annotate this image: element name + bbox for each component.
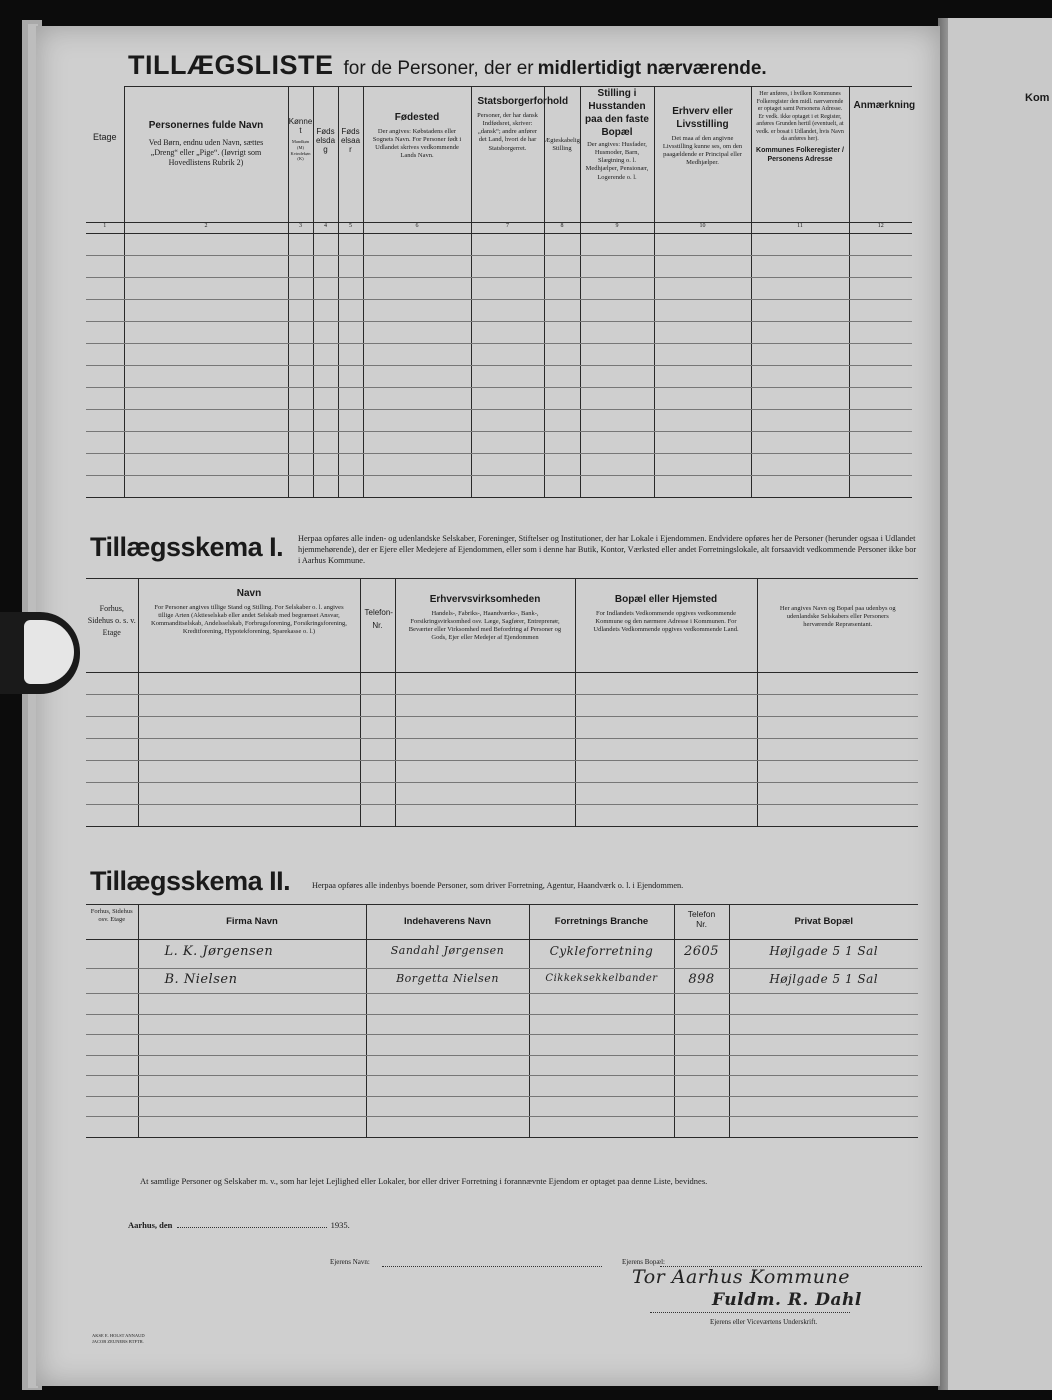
col-header-foedested: Fødested Der angives: Købstadens eller Sognets Navn. For Personer født i Udlandet skrives vedkommende Lands Navn. [363, 87, 471, 223]
col-header-koennet: Kønnet Mandkøn (M) Kvindekøn (K) [288, 87, 313, 223]
list-number-row: 1 2 3 4 5 6 7 8 9 10 11 12 [86, 222, 912, 233]
printer-mark: AKSE E. HOLST ANNAUD JACOB ZEUNERS BTFTR. [92, 1333, 145, 1344]
col-header-folkeregister: Her anføres, i hvilken Kommunes Folkeregister den midl. nærværende er optaget samt Personens Adresse. Er vedk. ikke optaget i et Register, anføres Grunden hertil (eventuelt, at vedk. er bosat i Udlandet, hvis Navn da anføres her). Kommunes Folkeregister / Personens Adresse [751, 87, 849, 223]
right-page [948, 18, 1052, 1390]
schema2-title: Tillægsskema II. [90, 866, 291, 896]
table-row [86, 783, 918, 805]
bopael-value: Højlgade 5 1 Sal [769, 944, 879, 958]
table-row [86, 1035, 918, 1056]
table-row [86, 739, 918, 761]
table-row [86, 940, 918, 969]
table-row [86, 717, 918, 739]
owner-name-label: Ejerens Navn: [330, 1258, 370, 1266]
footer-statement: At samtlige Personer og Selskaber m. v., som har lejet Lejlighed eller Lokaler, bor eller driver Forretning i forannævnte Ejendom er optaget paa denne Liste, bevidnes. [140, 1176, 708, 1186]
table-row [86, 1117, 918, 1138]
indehaver-value: Sandahl Jørgensen [390, 944, 505, 957]
table-row [86, 1055, 918, 1076]
signature: Fuldm. R. Dahl [712, 1290, 862, 1310]
col-header-anmaerkning: Anmærkning [849, 87, 912, 223]
footer-date-line [128, 1220, 350, 1230]
tillaegsliste-table [86, 86, 916, 498]
footer-year: 1935. [330, 1220, 350, 1230]
s1-col-repraesentant: Her angives Navn og Bopæl paa udenbys og udenlandske Selskabers eller Personers herværende Repræsentant. [757, 579, 918, 673]
signature-label: Ejerens eller Viceværtens Underskrift. [710, 1318, 818, 1326]
s1-col-etage: Forhus, Sidehus o. s. v. Etage [86, 579, 138, 673]
s1-col-telefon: Telefon-Nr. [360, 579, 395, 673]
table-row [86, 994, 918, 1015]
schema1-intro: Herpaa opføres alle inden- og udenlandske Selskaber, Foreninger, Stiftelser og Institutioner, der har Lokale i Ejendommen. Endvidere opføres her de Personer (herunder ogsaa i Udlandet hjemmehørende), der er Ejere eller Medejere af Ejendommen, eller som i denne har Butik, Kontor, Værksted eller andet Forretningslokale, alt forsaavidt vedkommende Personer ikke bor i Aarhus Kommune. [298, 534, 917, 566]
col-header-etage: Etage [86, 87, 124, 223]
owner-address-label: Ejerens Bopæl: [622, 1258, 665, 1266]
owner-name-line [382, 1266, 602, 1267]
table-row [86, 365, 912, 387]
header-subtitle-bold: midlertidigt nærværende. [537, 58, 767, 79]
s2-col-indehaver: Indehaverens Navn [366, 905, 529, 940]
schema2-table [86, 904, 918, 1138]
s1-col-bopael: Bopæl eller Hjemsted For Indlandets Vedkommende opgives vedkommende Kommune og den nærmere Adresse i Kommunen. For Udlandets Vedkommende opgives vedkommende Land. [575, 579, 757, 673]
col-header-foedselsaar: Fødselsaar [338, 87, 363, 223]
indehaver-value: Borgetta Nielsen [396, 972, 499, 985]
table-row [86, 233, 912, 255]
s1-col-erhverv: Erhvervsvirksomheden Handels-, Fabriks-, Haandværks-, Bank-, Forsikringsvirksomhed osv. Læge, Sagfører, Entreprenør, Beværter eller Virksomhed med Befordring af Personer og Gods, Ejer eller Medejer af Ejendommen [395, 579, 575, 673]
header-title: TILLÆGSLISTE [128, 50, 334, 80]
col-header-foedselsdag: Fødselsdag [313, 87, 338, 223]
s1-col-navn: Navn For Personer angives tillige Stand og Stilling. For Selskaber o. l. angives tillige Arten (Aktieselskab eller andet Selskab med begrænset Ansvar, Kommanditselskab, Andelsselskab, Forbrugsforening, Forsikringsforening, Kreditforening, Hypotekforening, Sparekasse o. l.) [138, 579, 360, 673]
table-row [86, 453, 912, 475]
table-row [86, 299, 912, 321]
firma-value: L. K. Jørgensen [164, 944, 274, 959]
branche-value: Cikkeksekkelbander [545, 973, 658, 984]
schema1-header-row [86, 579, 918, 673]
table-row [86, 255, 912, 277]
table-row [86, 387, 912, 409]
table-row [86, 761, 918, 783]
header-subtitle-pre: for de Personer, der er [343, 58, 534, 79]
s2-col-etage: Forhus, Sidehus osv. Etage [86, 905, 138, 940]
signature-line [650, 1312, 850, 1313]
bopael-value: Højlgade 5 1 Sal [769, 972, 879, 986]
list-header-row [86, 87, 912, 223]
col-header-stilling: Stilling i Husstanden paa den faste Bopæl Der angives: Husfader, Husmoder, Barn, Slægtning o. l. Medhjælper, Pensionær, Logerende o. l. [580, 87, 654, 223]
table-row [86, 1076, 918, 1097]
schema1-table [86, 578, 918, 827]
table-row [86, 277, 912, 299]
page-header [128, 50, 767, 81]
s2-col-bopael: Privat Bopæl [729, 905, 918, 940]
col-header-erhverv: Erhverv eller Livsstilling Det maa af den angivne Livsstilling kunne ses, om den paagældende er Principal eller Medhjælper. [654, 87, 751, 223]
s2-col-branche: Forretnings Branche [529, 905, 674, 940]
branche-value: Cykleforretning [549, 944, 654, 958]
schema2-intro: Herpaa opføres alle indenbys boende Personer, som driver Forretning, Agentur, Haandværk o. l. i Ejendommen. [312, 881, 684, 890]
table-row [86, 673, 918, 695]
owner-address-value: Tor Aarhus Kommune [632, 1266, 851, 1288]
table-row [86, 1096, 918, 1117]
col-header-statsborger: Statsborgerforhold Personer, der har dansk Indfødsret, skriver: „dansk“; andre anfører det Land, hvori de har Statsborgerret. [471, 87, 544, 223]
telefon-value: 2605 [683, 944, 720, 959]
schema1-title: Tillægsskema I. [90, 532, 284, 562]
col-header-navn: Personernes fulde Navn Ved Børn, endnu uden Navn, sættes „Dreng“ eller „Pige“. (Iøvrigt som Hovedlistens Rubrik 2) [124, 87, 288, 223]
right-page-label: Kom [1025, 92, 1050, 104]
table-row [86, 321, 912, 343]
table-row [86, 805, 918, 827]
table-row [86, 343, 912, 365]
footer-place: Aarhus, den [128, 1220, 173, 1230]
table-row [86, 475, 912, 497]
table-row [86, 409, 912, 431]
table-row [86, 969, 918, 994]
col-header-aegteskabelig: Ægteskabelig Stilling [544, 87, 580, 223]
telefon-value: 898 [688, 972, 715, 987]
s2-col-telefon: Telefon Nr. [674, 905, 729, 940]
table-row [86, 695, 918, 717]
table-row [86, 1014, 918, 1035]
table-row [86, 431, 912, 453]
schema2-header-row [86, 905, 918, 940]
s2-col-firma: Firma Navn [138, 905, 366, 940]
firma-value: B. Nielsen [164, 972, 238, 987]
